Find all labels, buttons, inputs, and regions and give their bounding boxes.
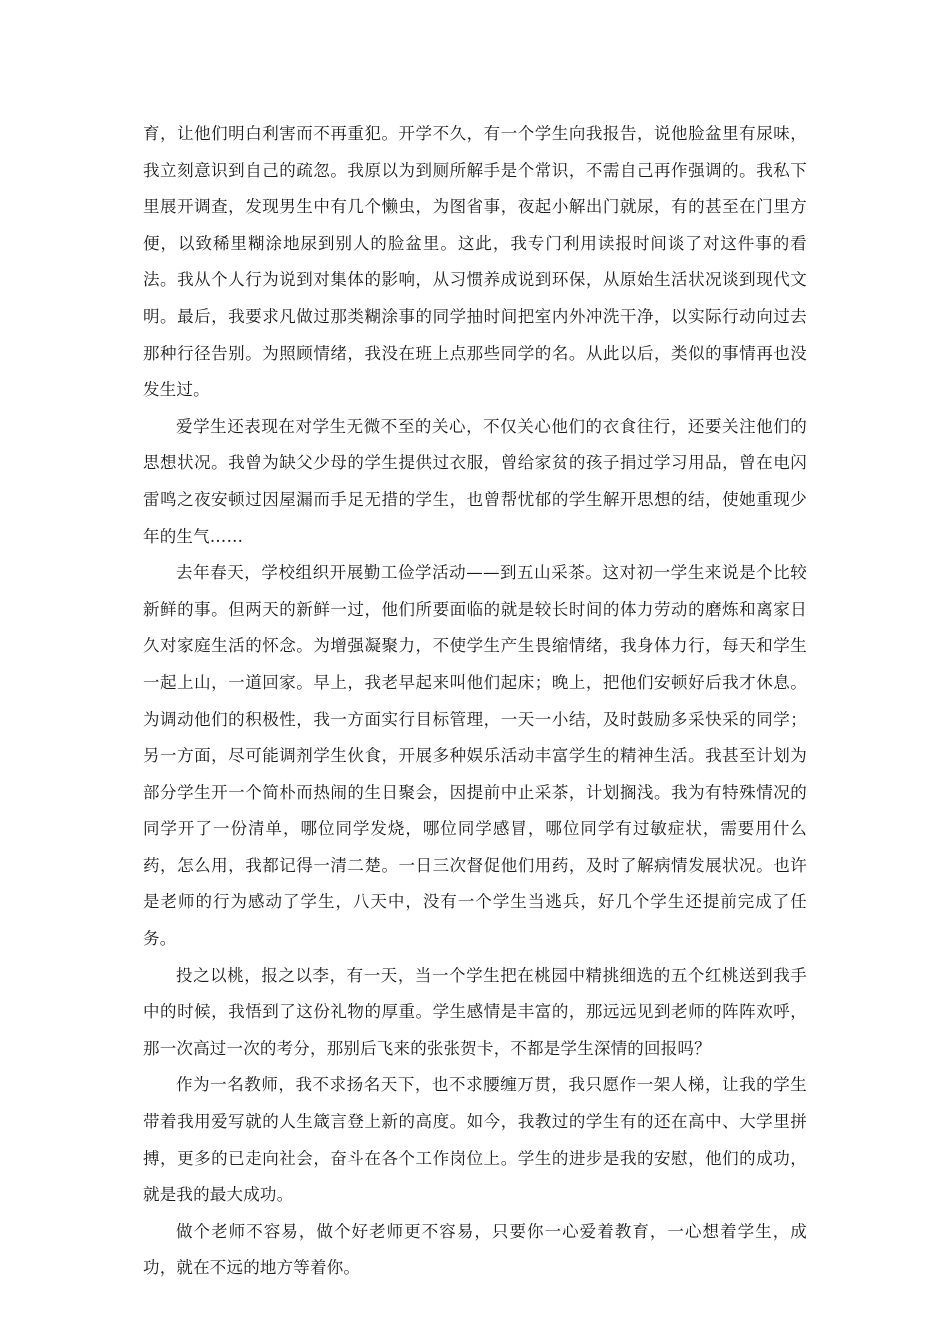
paragraph-5: 作为一名教师，我不求扬名天下，也不求腰缠万贯，我只愿作一架人梯，让我的学生带着我用爱写就的人生箴言登上新的高度。如今，我教过的学生有的还在高中、大学里拼搏，更多的已走向社会，奋斗在各个工作岗位上。学生的进步是我的安慰，他们的成功，就是我的最大成功。 xyxy=(143,1075,807,1205)
paragraph-1: 育，让他们明白利害而不再重犯。开学不久，有一个学生向我报告，说他脸盆里有尿味，我立刻意识到自己的疏忽。我原以为到厕所解手是个常识，不需自己再作强调的。我私下里展开调查，发现男生中有几个懒虫，为图省事，夜起小解出门就尿，有的甚至在门里方便，以致稀里糊涂地尿到别人的脸盆里。这此，我专门利用读报时间谈了对这件事的看法。我从个人行为说到对集体的影响，从习惯养成说到环保，从原始生活状况谈到现代文明。最后，我要求凡做过那类糊涂事的同学抽时间把室内外冲洗干净，以实际行动向过去那种行径告别。为照顾情绪，我没在班上点那些同学的名。从此以后，类似的事情再也没发生过。 xyxy=(143,124,807,400)
paragraph-4: 投之以桃，报之以李，有一天，当一个学生把在桃园中精挑细选的五个红桃送到我手中的时候，我悟到了这份礼物的厚重。学生感情是丰富的，那远远见到老师的阵阵欢呼，那一次高过一次的考分，那别后飞来的张张贺卡，不都是学生深情的回报吗？ xyxy=(143,965,807,1058)
paragraph-6: 做个老师不容易，做个好老师更不容易，只要你一心爱着教育，一心想着学生，成功，就在不远的地方等着你。 xyxy=(143,1221,807,1278)
document-body xyxy=(143,116,807,1287)
paragraph-3: 去年春天，学校组织开展勤工俭学活动——到五山采茶。这对初一学生来说是个比较新鲜的事。但两天的新鲜一过，他们所要面临的就是较长时间的体力劳动的磨炼和离家日久对家庭生活的怀念。为增强凝聚力，不使学生产生畏缩情绪，我身体力行，每天和学生一起上山，一道回家。早上，我老早起来叫他们起床；晚上，把他们安顿好后我才休息。为调动他们的积极性，我一方面实行目标管理，一天一小结，及时鼓励多采快采的同学；另一方面，尽可能调剂学生伙食，开展多种娱乐活动丰富学生的精神生活。我甚至计划为部分学生开一个简朴而热闹的生日聚会，因提前中止采茶，计划搁浅。我为有特殊情况的同学开了一份清单，哪位同学发烧，哪位同学感冒，哪位同学有过敏症状，需要用什么药，怎么用，我都记得一清二楚。一日三次督促他们用药，及时了解病情发展状况。也许是老师的行为感动了学生，八天中，没有一个学生当逃兵，好几个学生还提前完成了任务。 xyxy=(143,563,807,949)
paragraph-2: 爱学生还表现在对学生无微不至的关心，不仅关心他们的衣食往行，还要关注他们的思想状况。我曾为缺父少母的学生提供过衣服，曾给家贫的孩子捐过学习用品，曾在电闪雷鸣之夜安顿过因屋漏而手足无措的学生，也曾帮忧郁的学生解开思想的结，使她重现少年的生气…… xyxy=(143,416,807,546)
